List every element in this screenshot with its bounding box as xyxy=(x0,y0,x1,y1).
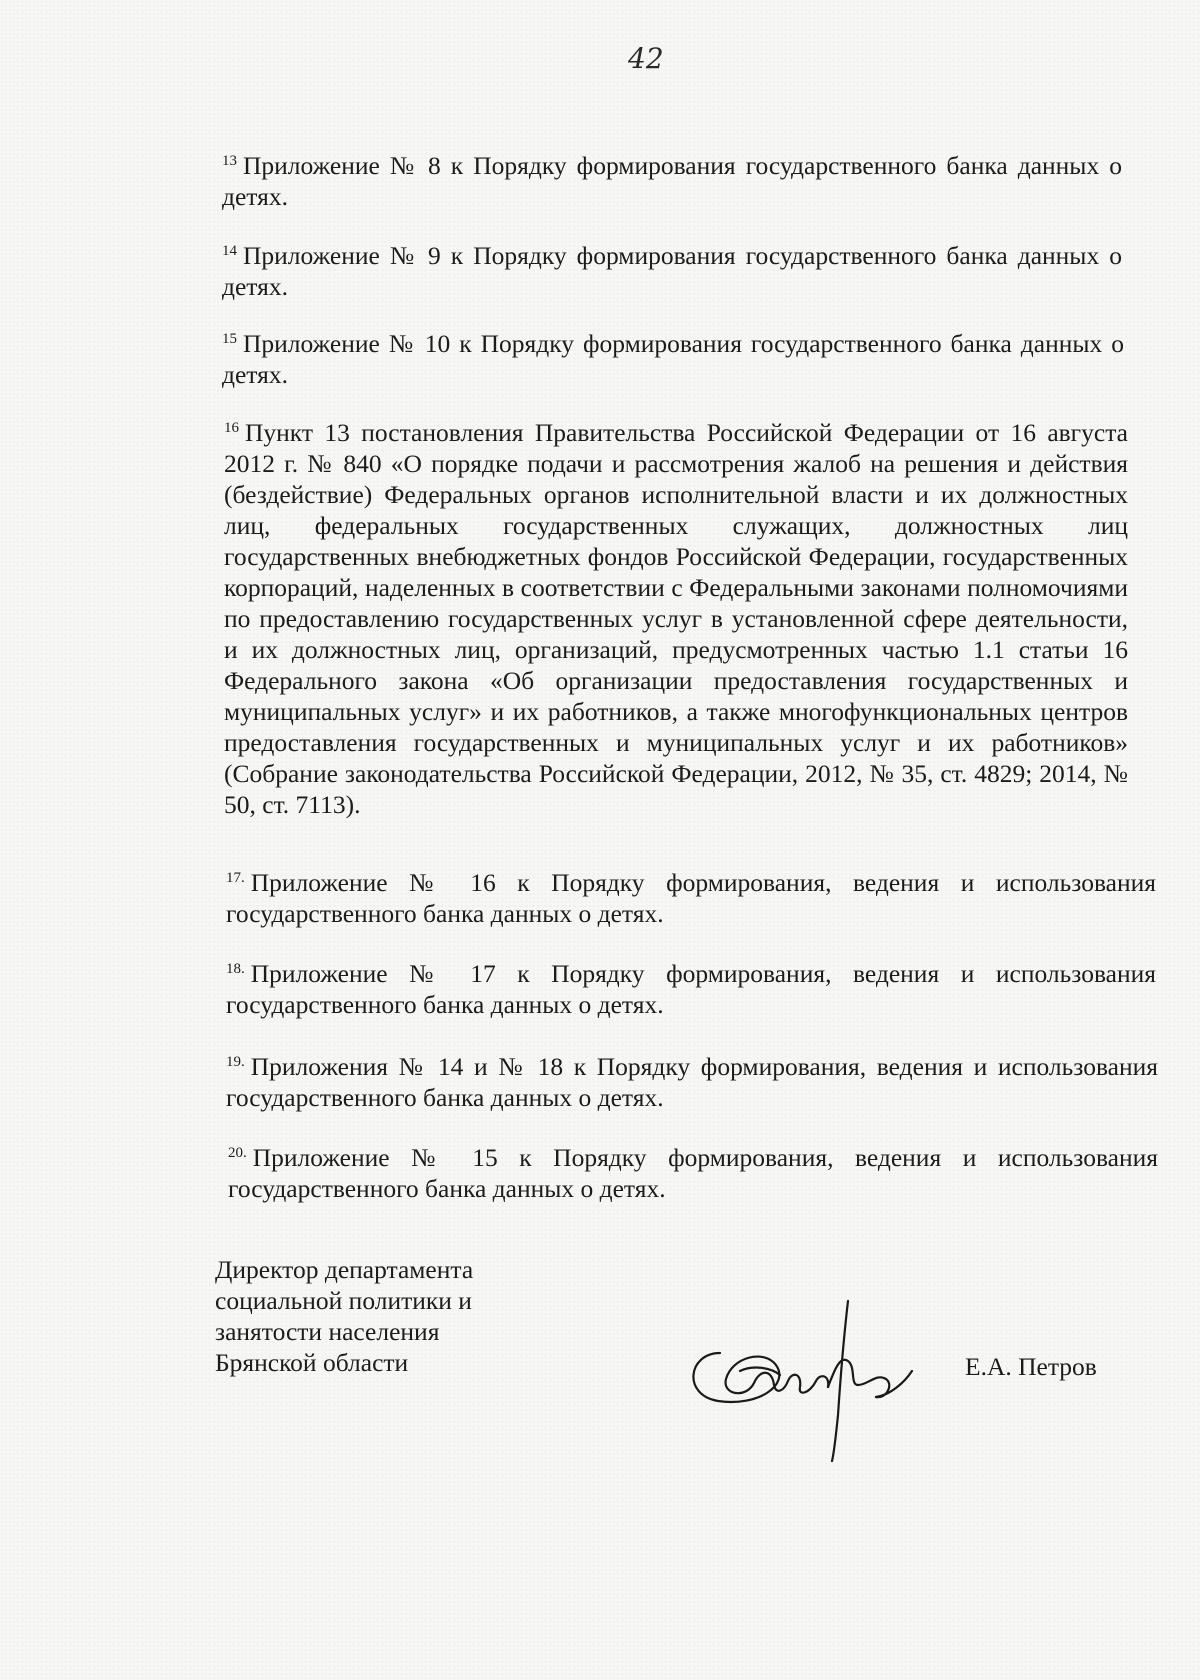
signer-title-line: Брянской области xyxy=(215,1348,409,1377)
footnote-marker: 17. xyxy=(226,869,245,886)
footnote-text: Приложения № 14 и № 18 к Порядку формирования, ведения и использования государственного банка данных о детях. xyxy=(226,1052,1158,1112)
footnote-text: Приложение № 16 к Порядку формирования, ведения и использования государственного банка данных о детях. xyxy=(226,868,1156,928)
footnote-text: Приложение № 8 к Порядку формирования государственного банка данных о детях. xyxy=(222,151,1122,211)
footnote-18 xyxy=(226,958,1156,1020)
page-number: 42 xyxy=(628,42,664,75)
footnote-marker: 18. xyxy=(226,960,245,977)
footnote-16 xyxy=(224,417,1128,820)
footnote-text: Приложение № 15 к Порядку формирования, ведения и использования государственного банка данных о детях. xyxy=(228,1143,1158,1203)
signer-title xyxy=(215,1254,473,1378)
footnote-marker: 19. xyxy=(226,1053,245,1070)
footnote-13 xyxy=(222,150,1122,212)
footnote-text: Приложение № 10 к Порядку формирования государственного банка данных о детях. xyxy=(222,329,1124,389)
footnote-marker: 16 xyxy=(224,419,239,436)
footnote-15 xyxy=(222,328,1124,390)
footnote-17 xyxy=(226,867,1156,929)
footnote-14 xyxy=(222,240,1122,302)
footnote-20 xyxy=(228,1142,1158,1204)
signer-title-line: Директор департамента xyxy=(215,1255,474,1284)
signer-title-line: занятости населения xyxy=(215,1317,440,1346)
signer-title-line: социальной политики и xyxy=(215,1286,472,1315)
footnote-marker: 15 xyxy=(222,330,237,347)
signer-name: Е.А. Петров xyxy=(965,1352,1097,1381)
footnote-marker: 20. xyxy=(228,1144,247,1161)
footnote-text: Приложение № 9 к Порядку формирования государственного банка данных о детях. xyxy=(222,241,1122,301)
handwritten-signature xyxy=(680,1295,925,1465)
footnote-text: Приложение № 17 к Порядку формирования, ведения и использования государственного банка данных о детях. xyxy=(226,959,1156,1019)
footnote-marker: 13 xyxy=(222,152,237,169)
footnote-marker: 14 xyxy=(222,242,237,259)
footnote-text: Пункт 13 постановления Правительства Российской Федерации от 16 августа 2012 г. № 840 «О порядке подачи и рассмотрения жалоб на решения и действия (бездействие) Федеральных органов исполнительной власти и их должностных лиц, федеральных государственных служащих, должностных лиц государственных внебюджетных фондов Российской Федерации, государственных корпораций, наделенных в соответствии с Федеральными законами полномочиями по предоставлению государственных услуг в установленной сфере деятельности, и их должностных лиц, организаций, предусмотренных частью 1.1 статьи 16 Федерального закона «Об организации предоставления государственных и муниципальных услуг» и их работников, а также многофункциональных центров предоставления государственных и муниципальных услуг и их работников» (Собрание законодательства Российской Федерации, 2012, № 35, ст. 4829; 2014, № 50, ст. 7113). xyxy=(224,418,1128,819)
footnote-19 xyxy=(226,1051,1158,1113)
